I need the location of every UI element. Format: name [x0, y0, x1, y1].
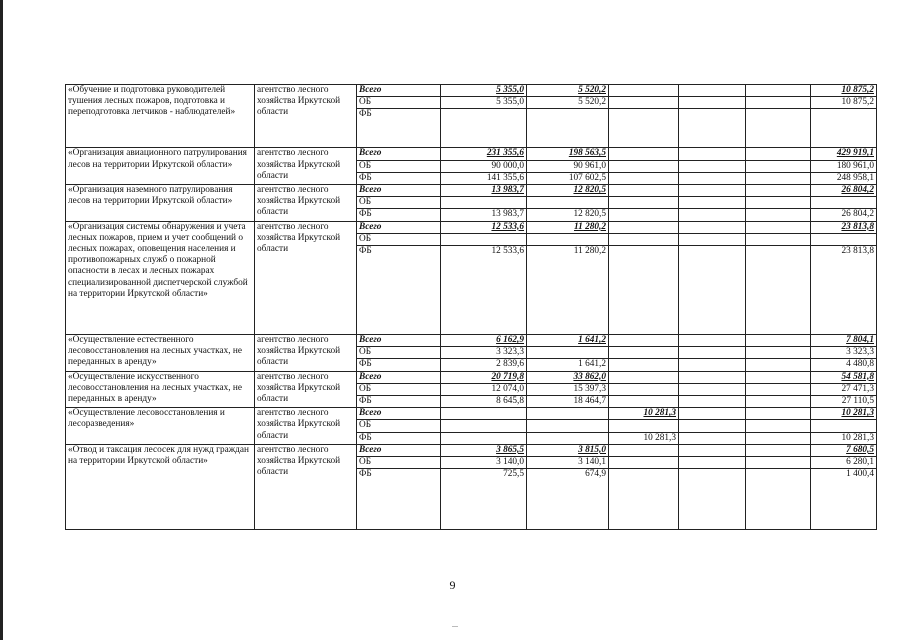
- amount-value: 54 581,8: [841, 371, 874, 382]
- amount-cell: [679, 469, 746, 530]
- table-row: [66, 85, 877, 97]
- amount-cell: [679, 185, 746, 197]
- amount-cell: [746, 246, 811, 335]
- amount-value: 3 323,3: [846, 347, 874, 358]
- amount-cell: [441, 197, 527, 209]
- amount-cell: [527, 371, 609, 383]
- amount-cell: [609, 109, 679, 148]
- amount-value: 12 820,5: [573, 185, 606, 196]
- funding-source-cell: Всего: [357, 85, 441, 97]
- amount-value: 27 110,5: [841, 396, 874, 407]
- amount-cell: [609, 420, 679, 432]
- amount-value: 10 281,3: [841, 432, 874, 443]
- funding-source-cell: Всего: [357, 148, 441, 160]
- amount-value: 11 280,2: [573, 246, 606, 257]
- amount-cell: [746, 371, 811, 383]
- amount-cell: [811, 221, 877, 233]
- amount-value: 4 480,8: [846, 359, 874, 370]
- amount-cell: [441, 172, 527, 184]
- amount-value: 7 680,5: [846, 444, 874, 455]
- amount-cell: [609, 209, 679, 221]
- amount-cell: [811, 432, 877, 444]
- funding-source-cell: ОБ: [357, 347, 441, 359]
- table-row: [66, 221, 877, 233]
- budget-table: [65, 84, 877, 530]
- amount-value: 180 961,0: [836, 160, 874, 171]
- amount-cell: [811, 444, 877, 456]
- amount-value: 429 919,1: [836, 148, 874, 159]
- amount-cell: [746, 85, 811, 97]
- amount-cell: [679, 432, 746, 444]
- amount-cell: [609, 371, 679, 383]
- amount-cell: [527, 444, 609, 456]
- measure-name: «Организация системы обнаружения и учета лесных пожаров, прием и учет сообщений о лесных пожарах, оповещения населения и противопожарных служб о пожарной опасности в лесах и лесных пожарах специализированной диспетчерской службой на территории Иркутской области»: [68, 221, 248, 299]
- executor-cell: [255, 85, 357, 148]
- measure-name-cell: [66, 221, 255, 334]
- amount-value: 107 602,5: [568, 172, 606, 183]
- funding-source-cell: ФБ: [357, 246, 441, 335]
- amount-cell: [811, 469, 877, 530]
- amount-cell: [811, 172, 877, 184]
- budget-table-body: [66, 85, 877, 530]
- executor-cell: [255, 335, 357, 372]
- amount-cell: [441, 246, 527, 335]
- executor-name: агентство лесного хозяйства Иркутской области: [257, 371, 341, 405]
- amount-cell: [679, 85, 746, 97]
- amount-cell: [527, 221, 609, 233]
- table-row: [66, 371, 877, 383]
- amount-value: 12 074,0: [491, 383, 524, 394]
- amount-cell: [811, 335, 877, 347]
- amount-value: 8 645,8: [496, 396, 524, 407]
- amount-cell: [811, 383, 877, 395]
- amount-value: 3 140,1: [578, 457, 606, 468]
- executor-name: агентство лесного хозяйства Иркутской области: [257, 148, 341, 181]
- amount-cell: [609, 233, 679, 245]
- amount-cell: [527, 408, 609, 420]
- funding-source-cell: Всего: [357, 335, 441, 347]
- amount-cell: [441, 97, 527, 109]
- amount-cell: [527, 420, 609, 432]
- amount-cell: [679, 408, 746, 420]
- amount-cell: [527, 457, 609, 469]
- amount-cell: [441, 85, 527, 97]
- amount-cell: [527, 335, 609, 347]
- amount-cell: [679, 209, 746, 221]
- amount-value: 13 983,7: [491, 209, 524, 220]
- amount-cell: [527, 396, 609, 408]
- executor-name: агентство лесного хозяйства Иркутской области: [257, 335, 341, 368]
- amount-cell: [746, 148, 811, 160]
- amount-cell: [609, 359, 679, 371]
- amount-value: 27 471,3: [841, 383, 874, 394]
- amount-cell: [527, 148, 609, 160]
- amount-cell: [609, 185, 679, 197]
- amount-cell: [527, 109, 609, 148]
- amount-value: 90 000,0: [491, 160, 524, 171]
- amount-cell: [527, 383, 609, 395]
- amount-cell: [811, 233, 877, 245]
- amount-value: 11 280,2: [573, 221, 606, 232]
- executor-name: агентство лесного хозяйства Иркутской области: [257, 221, 341, 255]
- amount-value: 6 162,9: [496, 335, 524, 346]
- amount-cell: [679, 172, 746, 184]
- executor-name: агентство лесного хозяйства Иркутской области: [257, 185, 341, 218]
- amount-cell: [679, 197, 746, 209]
- amount-cell: [811, 97, 877, 109]
- amount-cell: [746, 383, 811, 395]
- amount-value: 20 719,8: [491, 371, 524, 382]
- amount-cell: [441, 221, 527, 233]
- funding-source-cell: Всего: [357, 221, 441, 233]
- funding-source-cell: ОБ: [357, 97, 441, 109]
- amount-value: 10 281,3: [643, 408, 676, 419]
- amount-cell: [609, 457, 679, 469]
- amount-cell: [811, 420, 877, 432]
- amount-value: 3 865,5: [496, 444, 524, 455]
- page-left-border: [0, 0, 3, 640]
- amount-cell: [679, 396, 746, 408]
- amount-cell: [746, 359, 811, 371]
- amount-cell: [811, 408, 877, 420]
- amount-cell: [811, 197, 877, 209]
- amount-cell: [811, 396, 877, 408]
- amount-cell: [609, 396, 679, 408]
- amount-cell: [609, 172, 679, 184]
- funding-source-cell: ФБ: [357, 432, 441, 444]
- amount-cell: [746, 457, 811, 469]
- amount-cell: [746, 469, 811, 530]
- amount-cell: [679, 233, 746, 245]
- amount-cell: [811, 148, 877, 160]
- funding-source-cell: Всего: [357, 185, 441, 197]
- table-row: [66, 148, 877, 160]
- amount-cell: [811, 160, 877, 172]
- amount-cell: [746, 197, 811, 209]
- amount-cell: [746, 233, 811, 245]
- amount-cell: [441, 444, 527, 456]
- amount-value: 10 281,3: [841, 408, 874, 419]
- amount-cell: [441, 185, 527, 197]
- amount-value: 26 804,2: [841, 209, 874, 220]
- amount-value: 7 804,1: [846, 335, 874, 346]
- funding-source-cell: ФБ: [357, 172, 441, 184]
- amount-cell: [527, 246, 609, 335]
- amount-value: 10 875,2: [841, 97, 874, 108]
- amount-value: 3 323,3: [496, 347, 524, 358]
- amount-cell: [746, 185, 811, 197]
- amount-cell: [811, 371, 877, 383]
- amount-cell: [679, 221, 746, 233]
- measure-name: «Организация авиационного патрулирования лесов на территории Иркутской области»: [68, 148, 247, 170]
- measure-name: «Организация наземного патрулирования лесов на территории Иркутской области»: [68, 185, 233, 207]
- table-row: [66, 444, 877, 456]
- funding-source-cell: ФБ: [357, 396, 441, 408]
- measure-name-cell: [66, 148, 255, 185]
- funding-source-cell: ФБ: [357, 209, 441, 221]
- amount-cell: [746, 221, 811, 233]
- amount-cell: [527, 197, 609, 209]
- funding-source-cell: ФБ: [357, 469, 441, 530]
- executor-cell: [255, 221, 357, 334]
- amount-cell: [441, 347, 527, 359]
- amount-cell: [441, 148, 527, 160]
- funding-source-cell: ОБ: [357, 233, 441, 245]
- amount-cell: [527, 85, 609, 97]
- funding-source-cell: ФБ: [357, 109, 441, 148]
- amount-cell: [679, 109, 746, 148]
- amount-value: 26 804,2: [841, 185, 874, 196]
- amount-value: 1 641,2: [578, 359, 606, 370]
- amount-cell: [746, 420, 811, 432]
- amount-cell: [811, 457, 877, 469]
- executor-name: агентство лесного хозяйства Иркутской области: [257, 444, 341, 478]
- amount-cell: [679, 347, 746, 359]
- scan-mark: [452, 626, 458, 627]
- measure-name-cell: [66, 444, 255, 529]
- funding-source-cell: ОБ: [357, 160, 441, 172]
- amount-cell: [811, 109, 877, 148]
- amount-cell: [609, 246, 679, 335]
- amount-value: 23 813,8: [841, 246, 874, 257]
- amount-cell: [811, 246, 877, 335]
- measure-name-cell: [66, 408, 255, 445]
- amount-value: 10 281,3: [643, 432, 676, 443]
- amount-value: 13 983,7: [491, 185, 524, 196]
- amount-cell: [441, 457, 527, 469]
- amount-cell: [811, 209, 877, 221]
- measure-name: «Отвод и таксация лесосек для нужд граждан на территории Иркутской области»: [68, 444, 249, 467]
- amount-value: 6 280,1: [846, 457, 874, 468]
- funding-source-cell: Всего: [357, 444, 441, 456]
- funding-source-cell: ОБ: [357, 420, 441, 432]
- amount-cell: [679, 335, 746, 347]
- amount-value: 18 464,7: [573, 396, 606, 407]
- amount-cell: [679, 457, 746, 469]
- funding-source-cell: ОБ: [357, 383, 441, 395]
- amount-value: 141 355,6: [486, 172, 524, 183]
- measure-name-cell: [66, 85, 255, 148]
- amount-cell: [609, 148, 679, 160]
- amount-cell: [609, 444, 679, 456]
- funding-source-cell: ФБ: [357, 359, 441, 371]
- funding-source-cell: ОБ: [357, 457, 441, 469]
- measure-name: «Осуществление естественного лесовосстановления на лесных участках, не переданных в аренду»: [68, 335, 243, 368]
- amount-value: 10 875,2: [841, 85, 874, 95]
- amount-cell: [679, 420, 746, 432]
- amount-cell: [679, 148, 746, 160]
- executor-name: агентство лесного хозяйства Иркутской области: [257, 408, 341, 441]
- measure-name: «Осуществление искусственного лесовосстановления на лесных участках, не переданных в аренду»: [68, 371, 243, 405]
- amount-cell: [527, 172, 609, 184]
- amount-cell: [811, 347, 877, 359]
- amount-cell: [679, 160, 746, 172]
- amount-cell: [746, 109, 811, 148]
- executor-cell: [255, 185, 357, 222]
- amount-cell: [527, 432, 609, 444]
- amount-cell: [441, 160, 527, 172]
- executor-name: агентство лесного хозяйства Иркутской области: [257, 85, 341, 118]
- amount-cell: [441, 432, 527, 444]
- measure-name-cell: [66, 185, 255, 222]
- amount-cell: [746, 396, 811, 408]
- amount-cell: [609, 221, 679, 233]
- amount-cell: [746, 408, 811, 420]
- amount-cell: [679, 371, 746, 383]
- amount-value: 1 400,4: [846, 469, 874, 480]
- amount-cell: [441, 359, 527, 371]
- amount-cell: [609, 408, 679, 420]
- executor-cell: [255, 371, 357, 408]
- amount-value: 231 355,6: [486, 148, 524, 159]
- amount-cell: [811, 185, 877, 197]
- amount-cell: [527, 233, 609, 245]
- amount-cell: [527, 209, 609, 221]
- amount-value: 33 862,0: [573, 371, 606, 382]
- measure-name: «Осуществление лесовосстановления и лесоразведения»: [68, 408, 225, 430]
- measure-name: «Обучение и подготовка руководителей тушения лесных пожаров, подготовка и переподготовка летчиков - наблюдателей»: [68, 85, 236, 118]
- amount-cell: [811, 85, 877, 97]
- amount-value: 12 533,6: [491, 221, 524, 232]
- amount-cell: [746, 444, 811, 456]
- amount-cell: [527, 185, 609, 197]
- amount-cell: [441, 233, 527, 245]
- amount-cell: [609, 97, 679, 109]
- amount-cell: [527, 347, 609, 359]
- amount-cell: [441, 469, 527, 530]
- amount-cell: [609, 197, 679, 209]
- amount-value: 90 961,0: [573, 160, 606, 171]
- amount-value: 725,5: [503, 469, 524, 480]
- amount-cell: [746, 97, 811, 109]
- funding-source-cell: ОБ: [357, 197, 441, 209]
- amount-value: 3 815,0: [578, 444, 606, 455]
- amount-value: 248 958,1: [836, 172, 874, 183]
- table-row: [66, 185, 877, 197]
- executor-cell: [255, 148, 357, 185]
- measure-name-cell: [66, 335, 255, 372]
- page-number: 9: [449, 578, 456, 592]
- amount-value: 5 355,0: [496, 97, 524, 108]
- amount-value: 674,9: [585, 469, 606, 480]
- amount-value: 198 563,5: [568, 148, 606, 159]
- table-row: [66, 335, 877, 347]
- amount-cell: [679, 246, 746, 335]
- amount-cell: [746, 347, 811, 359]
- amount-cell: [441, 408, 527, 420]
- amount-cell: [746, 335, 811, 347]
- amount-cell: [609, 383, 679, 395]
- amount-cell: [609, 160, 679, 172]
- amount-cell: [441, 396, 527, 408]
- amount-cell: [679, 444, 746, 456]
- amount-cell: [746, 209, 811, 221]
- document-page: [65, 84, 876, 530]
- amount-cell: [609, 335, 679, 347]
- amount-cell: [746, 432, 811, 444]
- amount-value: 12 820,5: [573, 209, 606, 220]
- amount-value: 3 140,0: [496, 457, 524, 468]
- amount-cell: [679, 97, 746, 109]
- amount-cell: [609, 469, 679, 530]
- amount-cell: [609, 85, 679, 97]
- amount-cell: [441, 420, 527, 432]
- amount-value: 5 520,2: [578, 85, 606, 95]
- amount-value: 15 397,3: [573, 383, 606, 394]
- amount-value: 5 520,2: [578, 97, 606, 108]
- amount-value: 2 839,6: [496, 359, 524, 370]
- amount-cell: [527, 97, 609, 109]
- amount-cell: [746, 172, 811, 184]
- amount-cell: [679, 359, 746, 371]
- amount-cell: [441, 371, 527, 383]
- amount-cell: [441, 335, 527, 347]
- amount-cell: [679, 383, 746, 395]
- amount-cell: [527, 359, 609, 371]
- funding-source-cell: Всего: [357, 371, 441, 383]
- amount-value: 12 533,6: [491, 246, 524, 257]
- measure-name-cell: [66, 371, 255, 408]
- amount-value: 5 355,0: [496, 85, 524, 95]
- amount-value: 23 813,8: [841, 221, 874, 232]
- amount-cell: [746, 160, 811, 172]
- amount-cell: [441, 209, 527, 221]
- executor-cell: [255, 408, 357, 445]
- amount-cell: [441, 109, 527, 148]
- amount-cell: [441, 383, 527, 395]
- executor-cell: [255, 444, 357, 529]
- amount-cell: [609, 432, 679, 444]
- amount-cell: [811, 359, 877, 371]
- amount-cell: [527, 160, 609, 172]
- amount-cell: [527, 469, 609, 530]
- table-row: [66, 408, 877, 420]
- amount-value: 1 641,2: [578, 335, 606, 346]
- amount-cell: [609, 347, 679, 359]
- funding-source-cell: Всего: [357, 408, 441, 420]
